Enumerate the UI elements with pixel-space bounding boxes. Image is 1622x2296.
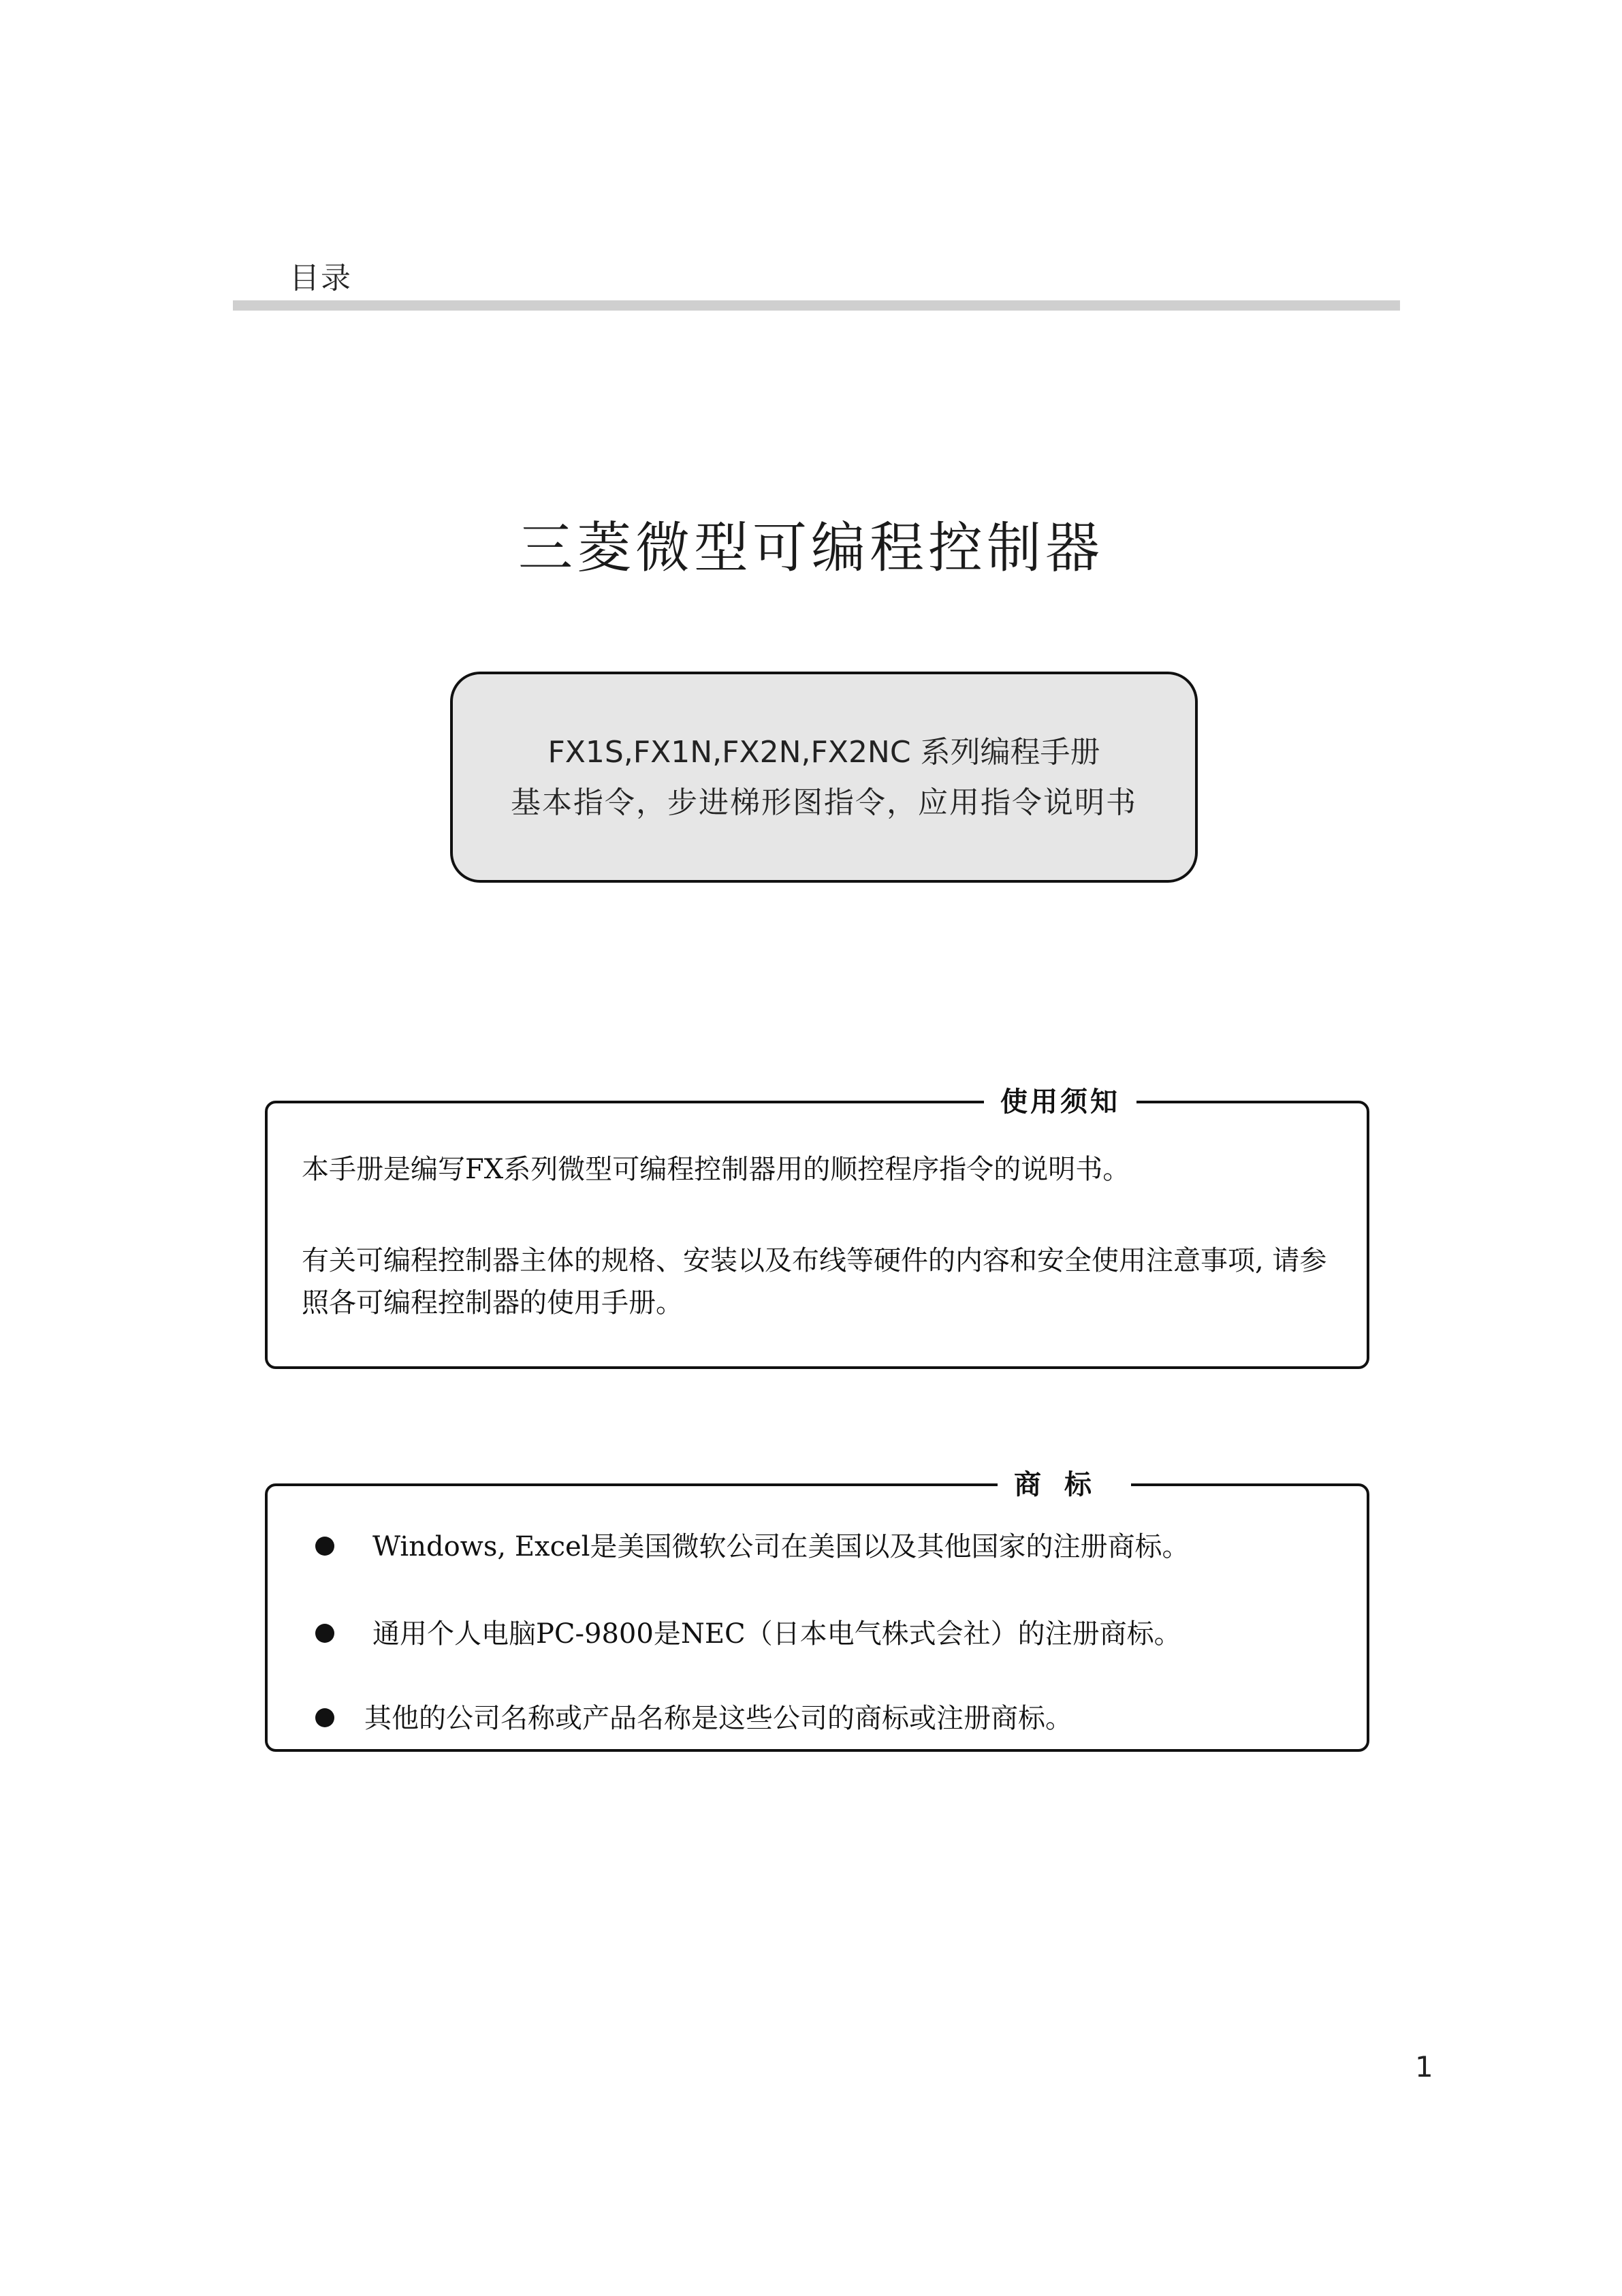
- trademark-item: [268, 1526, 1339, 1568]
- page-title: 三菱微型可编程控制器: [518, 516, 1104, 580]
- section-label: 目录: [289, 261, 352, 296]
- trademark-text: 其他的公司名称或产品名称是这些公司的商标或注册商标。: [364, 1703, 1072, 1734]
- bullet-icon: [315, 1624, 334, 1643]
- trademarks-heading: 商标: [998, 1463, 1131, 1502]
- usage-notice-paragraph: 有关可编程控制器主体的规格、安装以及布线等硬件的内容和安全使用注意事项, 请参照各可编程控制器的使用手册。: [302, 1245, 1327, 1319]
- bullet-icon: [315, 1537, 334, 1556]
- trademark-item: [268, 1613, 1339, 1655]
- bullet-icon: [315, 1708, 334, 1727]
- subtitle-box: [450, 672, 1198, 883]
- trademark-text: 通用个人电脑PC-9800是NEC（日本电气株式会社）的注册商标。: [372, 1618, 1181, 1650]
- trademark-text: Windows, Excel是美国微软公司在美国以及其他国家的注册商标。: [372, 1531, 1190, 1562]
- trademark-item: [268, 1697, 1339, 1740]
- usage-notice-heading: 使用须知: [984, 1080, 1136, 1119]
- page-number: 1: [1415, 2050, 1433, 2083]
- subtitle-series: FX1S,FX1N,FX2N,FX2NC 系列编程手册: [547, 735, 1100, 770]
- usage-notice-paragraph: 本手册是编写FX系列微型可编程控制器用的顺控程序指令的说明书。: [302, 1154, 1130, 1185]
- trademarks-box: [265, 1468, 1369, 1752]
- usage-notice-box: [265, 1086, 1369, 1369]
- header-rule: [233, 300, 1400, 311]
- subtitle-description: 基本指令，步进梯形图指令，应用指令说明书: [511, 785, 1137, 820]
